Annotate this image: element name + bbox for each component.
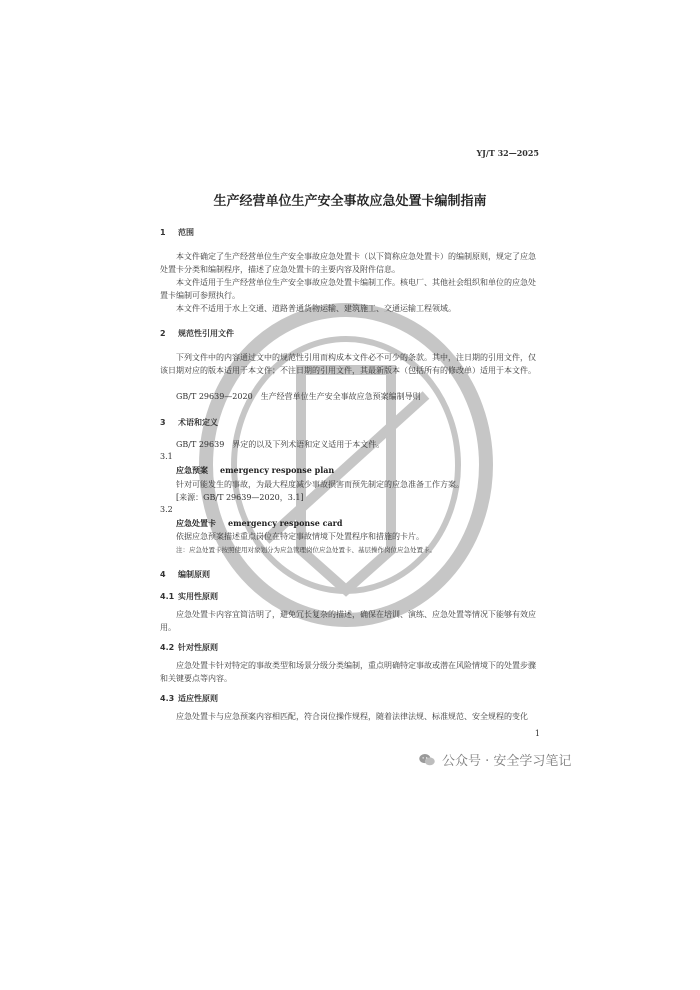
section-heading-4 xyxy=(160,569,210,580)
subsection-title: 适应性原则 xyxy=(178,694,218,703)
term-source: [来源：GB/T 29639—2020，3.1] xyxy=(176,493,304,502)
section-heading-1 xyxy=(160,227,194,238)
subsection-heading-4-1 xyxy=(160,591,218,602)
section-number: 2 xyxy=(160,329,166,338)
subsection-title: 实用性原则 xyxy=(178,592,218,601)
term-note: 注：应急处置卡按照使用对象划分为应急管理岗位应急处置卡、基层操作岗位应急处置卡。 xyxy=(176,546,436,554)
subsection-heading-4-2 xyxy=(160,642,218,653)
subsection-number: 4.2 xyxy=(160,643,175,652)
term-definition: 依据应急预案描述重点岗位在特定事故情境下处置程序和措施的卡片。 xyxy=(176,532,424,541)
term-heading xyxy=(176,518,342,529)
watermark-text: 公众号 · 安全学习笔记 xyxy=(442,754,572,769)
subsection-number: 4.1 xyxy=(160,592,175,601)
watermark-footer xyxy=(418,750,571,769)
section-title: 编制原则 xyxy=(178,570,210,579)
wechat-icon xyxy=(418,753,436,767)
section-title: 范围 xyxy=(178,228,194,237)
paragraph-4-2: 应急处置卡针对特定的事故类型和场景分级分类编制，重点明确特定事故或潜在风险情境下的处置步骤和关键要点等内容。 xyxy=(160,661,536,683)
term-number: 3.2 xyxy=(160,505,173,514)
term-definition: 针对可能发生的事故，为最大程度减少事故损害而预先制定的应急准备工作方案。 xyxy=(176,480,464,489)
section-number: 4 xyxy=(160,570,166,579)
term-en: emergency response card xyxy=(228,518,343,528)
section-heading-3 xyxy=(160,417,218,428)
section-title: 术语和定义 xyxy=(178,418,218,427)
subsection-title: 针对性原则 xyxy=(178,643,218,652)
page-number: 1 xyxy=(534,729,540,738)
term-number: 3.1 xyxy=(160,452,173,461)
paragraph-4-1: 应急处置卡内容宜简洁明了，避免冗长复杂的描述，确保在培训、演练、应急处置等情况下能够有效应用。 xyxy=(160,610,536,632)
document-title: 生产经营单位生产安全事故应急处置卡编制指南 xyxy=(213,194,487,209)
term-cn: 应急预案 xyxy=(176,466,208,475)
paragraph-terms-intro: GB/T 29639 界定的以及下列术语和定义适用于本文件。 xyxy=(176,440,385,449)
term-heading xyxy=(176,465,334,476)
subsection-heading-4-3 xyxy=(160,693,218,704)
paragraph-refs-1: 下列文件中的内容通过文中的规范性引用而构成本文件必不可少的条款。其中，注日期的引用文件，仅该日期对应的版本适用于本文件；不注日期的引用文件，其最新版本（包括所有的修改单）适用于本文件。 xyxy=(160,353,536,375)
document-code: YJ/T 32—2025 xyxy=(476,148,539,158)
section-number: 3 xyxy=(160,418,166,427)
paragraph-4-3: 应急处置卡与应急预案内容相匹配，符合岗位操作规程，随着法律法规、标准规范、安全规程的变化 xyxy=(176,712,528,721)
section-title: 规范性引用文件 xyxy=(178,329,234,338)
section-number: 1 xyxy=(160,228,166,237)
paragraph-refs-2: GB/T 29639—2020 生产经营单位生产安全事故应急预案编制导则 xyxy=(176,392,421,401)
subsection-number: 4.3 xyxy=(160,694,175,703)
term-cn: 应急处置卡 xyxy=(176,519,216,528)
section-heading-2 xyxy=(160,328,234,339)
paragraph-scope-3: 本文件不适用于水上交通、道路普通货物运输、建筑施工、交通运输工程领域。 xyxy=(176,304,456,313)
term-en: emergency response plan xyxy=(220,465,335,475)
paragraph-scope-2: 本文件适用于生产经营单位生产安全事故应急处置卡编制工作。核电厂、其他社会组织和单位的应急处置卡编制可参照执行。 xyxy=(160,278,536,300)
paragraph-scope-1: 本文件确定了生产经营单位生产安全事故应急处置卡（以下简称应急处置卡）的编制原则，规定了应急处置卡分类和编制程序，描述了应急处置卡的主要内容及附件信息。 xyxy=(160,252,536,274)
